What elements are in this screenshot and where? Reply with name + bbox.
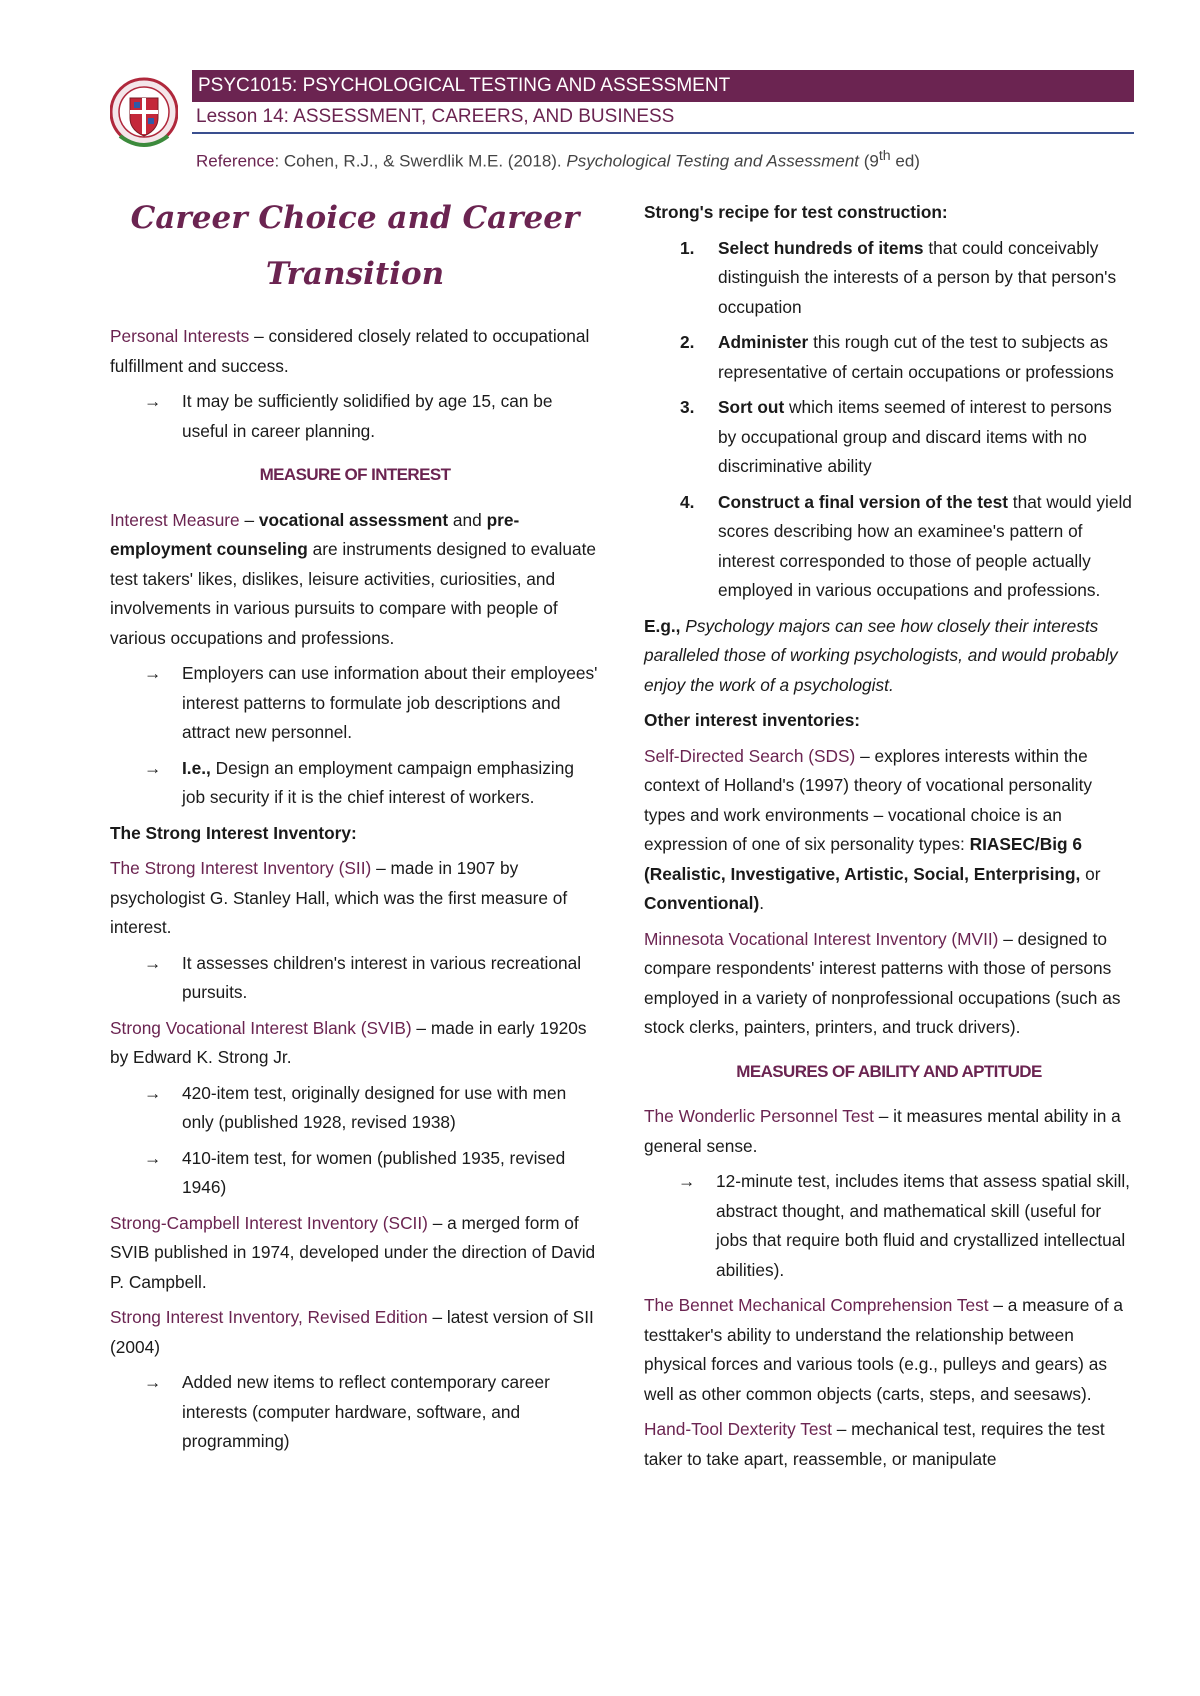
header-rule xyxy=(192,132,1134,134)
arrow-icon: → xyxy=(144,1147,162,1168)
mvii-definition: – designed to compare respondents' interest patterns with those of persons employed in a variety of nonprofessional occupations (such as stock clerks, painters, printers, and truck drivers). xyxy=(644,928,1121,1037)
step-number: 3. xyxy=(680,397,695,417)
step-bold: Construct a final version of the test xyxy=(718,491,1008,512)
recipe-steps-list xyxy=(644,234,1134,606)
term-scii: Strong-Campbell Interest Inventory (SCII) xyxy=(110,1212,428,1233)
sds-conventional: Conventional) xyxy=(644,893,760,913)
bullet-item xyxy=(110,1368,600,1457)
bullet-item xyxy=(110,754,600,813)
wonderlic-definition: – it measures mental ability in a general sense. xyxy=(644,1106,1121,1156)
arrow-icon: → xyxy=(144,952,162,973)
other-inventories-heading xyxy=(644,706,1134,736)
scii-paragraph xyxy=(110,1209,600,1298)
term-interest-measure: Interest Measure xyxy=(110,509,240,530)
bullet-text: Employers can use information about their employees' interest patterns to formulate job descriptions and attract new personnel. xyxy=(182,663,598,742)
bullet-text: It may be sufficiently solidified by age 15, can be useful in career planning. xyxy=(182,391,553,441)
and-text: and xyxy=(448,509,487,530)
section-heading-measure-of-interest: MEASURE OF INTEREST xyxy=(259,465,451,484)
example-text: Psychology majors can see how closely their interests paralleled those of working psychologists, and would probably enjoy the work of a psychologist. xyxy=(644,615,1118,695)
bullet-text: It assesses children's interest in various recreational pursuits. xyxy=(182,952,582,1002)
sii-revised-definition: – latest version of SII (2004) xyxy=(110,1307,594,1357)
reference-edition-sup: th xyxy=(878,148,891,164)
bullet-item xyxy=(110,1079,600,1138)
arrow-icon: → xyxy=(144,391,162,411)
step-bold: Select hundreds of items xyxy=(718,237,924,258)
bullet-text: Design an employment campaign emphasizing job security if it is the chief interest of workers. xyxy=(182,757,574,807)
bullet-text: 12-minute test, includes items that assess spatial skill, abstract thought, and mathematical skill (useful for jobs that require both fluid and crystallized intellectual abilities). xyxy=(716,1171,1130,1280)
reference-edition: (9 xyxy=(859,151,879,171)
bullet-item xyxy=(110,387,600,446)
subheading-text: Other interest inventories: xyxy=(644,710,861,730)
university-seal-logo xyxy=(110,74,178,156)
bennet-definition: – a measure of a testtaker's ability to understand the relationship between physical forces and various tools (e.g., pulleys and gears) as well as other common objects (carts, steps, and seesaws). xyxy=(644,1295,1124,1404)
term-hand-tool: Hand-Tool Dexterity Test xyxy=(644,1419,832,1439)
bold-pre-employment: pre-employment counseling xyxy=(110,509,520,559)
arrow-icon: → xyxy=(144,1082,162,1103)
list-item xyxy=(644,393,1134,482)
page-title: Career Choice and Career Transition xyxy=(130,200,580,292)
sds-riasec: RIASEC/Big 6 (Realistic, Investigative, Artistic, Social, Enterprising, xyxy=(644,834,1082,884)
list-item xyxy=(644,488,1134,606)
bullet-text: Added new items to reflect contemporary career interests (computer hardware, software, and programming) xyxy=(182,1372,550,1451)
interest-measure-paragraph xyxy=(110,506,600,654)
sds-definition: – explores interests within the context of Holland's (1997) theory of vocational personality types and work environments – vocational choice is an expression of one of six personality types: xyxy=(644,745,1093,854)
reference-end: ed) xyxy=(890,151,920,171)
svib-paragraph xyxy=(110,1014,600,1073)
reference-book-title: Psychological Testing and Assessment xyxy=(566,151,860,171)
bullet-item xyxy=(644,1167,1134,1285)
step-number: 4. xyxy=(680,491,695,512)
dash: – xyxy=(239,509,259,530)
lesson-title: Lesson 14: ASSESSMENT, CAREERS, AND BUSINESS xyxy=(196,106,675,127)
bullet-item xyxy=(110,1144,600,1203)
step-bold: Sort out xyxy=(718,397,785,417)
example-paragraph xyxy=(644,612,1134,701)
term-mvii: Minnesota Vocational Interest Inventory (MVII) xyxy=(644,928,999,949)
interest-measure-definition: are instruments designed to evaluate test takers' likes, dislikes, leisure activities, curiosities, and involvements in various pursuits to compare with people of various occupations and professions. xyxy=(110,539,597,648)
example-label: E.g., xyxy=(644,615,681,636)
wonderlic-paragraph xyxy=(644,1102,1134,1161)
term-svib: Strong Vocational Interest Blank (SVIB) xyxy=(110,1017,412,1038)
hand-tool-definition: – mechanical test, requires the test taker to take apart, reassemble, or manipulate xyxy=(644,1419,1105,1469)
course-title-bar: PSYC1015: PSYCHOLOGICAL TESTING AND ASSESSMENT xyxy=(192,70,1134,102)
step-text: which items seemed of interest to persons by occupational group and discard items with no discriminative ability xyxy=(718,397,1112,476)
list-item xyxy=(644,328,1134,387)
mvii-paragraph xyxy=(644,925,1134,1043)
subheading-text: Strong's recipe for test construction: xyxy=(644,202,948,222)
arrow-icon: → xyxy=(144,757,162,778)
period: . xyxy=(759,893,765,913)
term-wonderlic: The Wonderlic Personnel Test xyxy=(644,1106,874,1126)
step-bold: Administer xyxy=(718,332,809,352)
sds-paragraph xyxy=(644,742,1134,919)
term-sii: The Strong Interest Inventory (SII) xyxy=(110,858,372,878)
term-sds: Self-Directed Search (SDS) xyxy=(644,745,856,766)
reference-authors: : Cohen, R.J., & Swerdlik M.E. (2018). xyxy=(274,151,567,171)
sii-definition: – made in 1907 by psychologist G. Stanley Hall, which was the first measure of interest. xyxy=(110,858,568,937)
step-text: that could conceivably distinguish the interests of a person by that person's occupation xyxy=(718,237,1117,317)
sii-revised-paragraph xyxy=(110,1303,600,1362)
step-text: that would yield scores describing how an examinee's pattern of interest corresponded to those of people actually employed in various occupations and professions. xyxy=(718,491,1132,600)
reference-line xyxy=(196,148,920,172)
personal-interests-paragraph xyxy=(110,322,600,381)
arrow-icon: → xyxy=(678,1171,696,1191)
step-text: this rough cut of the test to subjects as representative of certain occupations or professions xyxy=(718,332,1114,382)
reference-label: Reference xyxy=(196,151,275,171)
term-bennet: The Bennet Mechanical Comprehension Test xyxy=(644,1295,989,1315)
sii-paragraph xyxy=(110,854,600,943)
left-column xyxy=(110,190,600,1463)
arrow-icon: → xyxy=(144,663,162,683)
arrow-icon: → xyxy=(144,1372,162,1392)
step-number: 1. xyxy=(680,237,695,258)
recipe-heading xyxy=(644,198,1134,228)
scii-definition: – a merged form of SVIB published in 1974, developed under the direction of David P. Campbell. xyxy=(110,1212,596,1292)
personal-interests-definition: – considered closely related to occupational fulfillment and success. xyxy=(110,326,590,376)
hand-tool-paragraph xyxy=(644,1415,1134,1474)
step-number: 2. xyxy=(680,332,695,352)
list-item xyxy=(644,234,1134,323)
subheading-text: The Strong Interest Inventory: xyxy=(110,822,357,843)
right-column xyxy=(644,198,1134,1480)
term-sii-revised: Strong Interest Inventory, Revised Edition xyxy=(110,1307,428,1327)
svib-definition: – made in early 1920s by Edward K. Strong Jr. xyxy=(110,1017,587,1067)
bullet-text: 420-item test, originally designed for use with men only (published 1928, revised 1938) xyxy=(182,1082,567,1132)
or-text: or xyxy=(1080,863,1101,884)
bennet-paragraph xyxy=(644,1291,1134,1409)
bullet-item xyxy=(110,949,600,1008)
bullet-text: 410-item test, for women (published 1935, revised 1946) xyxy=(182,1147,566,1197)
bullet-item xyxy=(110,659,600,748)
strong-inventory-heading xyxy=(110,819,600,849)
section-heading-ability-aptitude: MEASURES OF ABILITY AND APTITUDE xyxy=(736,1061,1042,1081)
bold-vocational: vocational assessment xyxy=(258,509,449,530)
bullet-bold-ie: I.e., xyxy=(182,757,211,778)
term-personal-interests: Personal Interests xyxy=(110,326,250,346)
